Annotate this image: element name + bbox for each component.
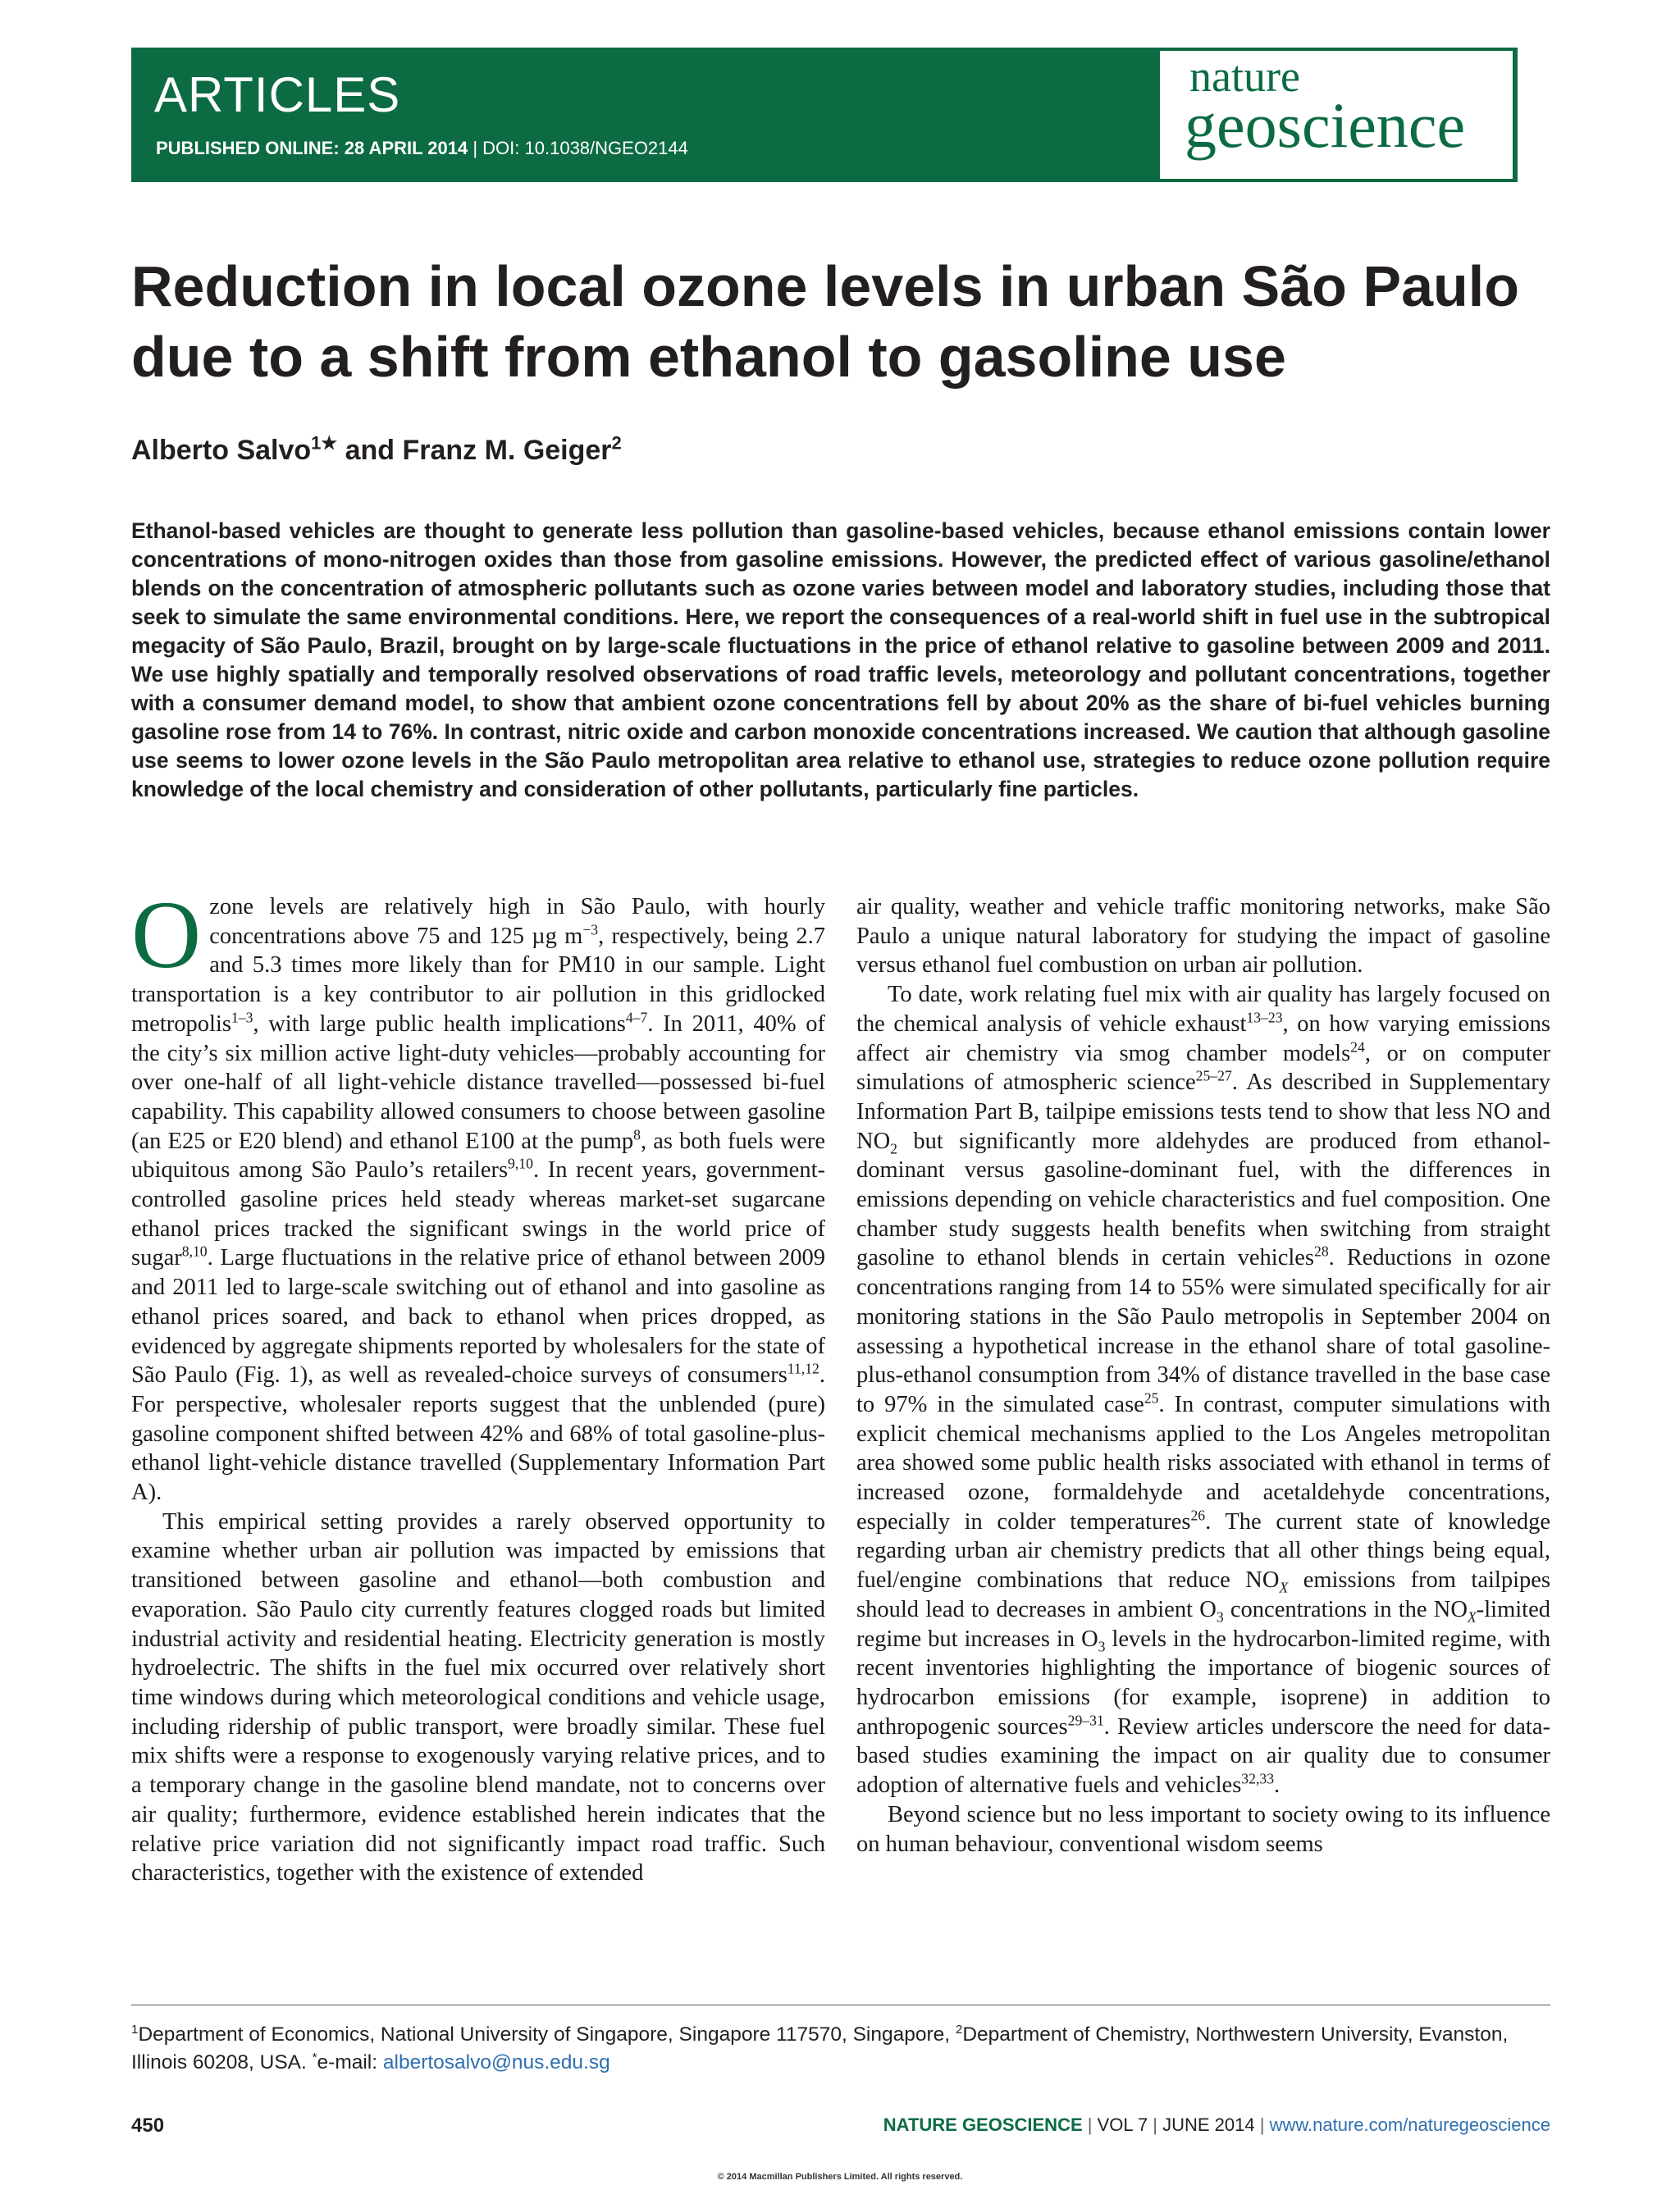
body-paragraph: This empirical setting provides a rarely observed opportunity to examine whether urban air pollution was impacted by emissions that transitioned between gasoline and ethanol—both combustion and evaporation. São Paulo city currently features clogged roads but limited industrial activity and residential heating. Electricity generation is mostly hydroelectric. The shifts in the fuel mix occurred over relatively short time windows during which meteorological conditions and vehicle usage, including ridership of public transport, were broadly similar. These fuel mix shifts were a response to exogenously varying relative prices, and to a temporary change in the gasoline blend mandate, not to concerns over air quality; furthermore, evidence established herein indicates that the relative price variation did not significantly impact road traffic. Such characteristics, together with the existence of extended bbox=[131, 1508, 825, 1886]
footer-url-link[interactable]: www.nature.com/naturegeoscience bbox=[1269, 2114, 1550, 2135]
article-title: Reduction in local ozone levels in urban São Paulo due to a shift from ethanol to gasoline use bbox=[131, 254, 1519, 389]
body-paragraph bbox=[856, 980, 1550, 1800]
logo-geoscience-text: geoscience bbox=[1185, 89, 1466, 161]
footer-journal-name: NATURE GEOSCIENCE bbox=[883, 2114, 1083, 2135]
body-paragraph bbox=[131, 881, 825, 1508]
footer-separator: | bbox=[1148, 2114, 1163, 2135]
author-name: Franz M. Geiger bbox=[402, 435, 612, 466]
body-text: . In 2011, 40% of the city’s six million active light-duty vehicles—probably accounting for over one-half of all light-vehicle distance travelled—possessed bi-fuel capability. This capability allowed consumers to choose between gasoline (an E25 or E20 blend) and ethanol E100 at the pump bbox=[131, 1010, 825, 1154]
journal-footer bbox=[883, 2114, 1550, 2136]
citation-ref: 1–3 bbox=[231, 1009, 253, 1026]
affiliation-mark: 1 bbox=[131, 2022, 139, 2037]
subscript: 3 bbox=[1216, 1608, 1224, 1626]
citation-ref: 29–31 bbox=[1067, 1712, 1104, 1729]
subscript: 2 bbox=[890, 1140, 897, 1157]
body-text: , with large public health implications bbox=[253, 1010, 626, 1037]
author-joiner: and bbox=[337, 435, 403, 466]
doi: DOI: 10.1038/NGEO2144 bbox=[482, 138, 688, 158]
body-text: . In recent years, government-controlled gasoline prices held steady whereas market-set sugarcane ethanol prices tracked the significant swings in the world price of sugar bbox=[131, 1157, 825, 1271]
body-text: -limited regime but increases in O bbox=[856, 1596, 1550, 1652]
citation-ref: 32,33 bbox=[1241, 1770, 1275, 1787]
author-affiliation-mark: 2 bbox=[611, 432, 622, 454]
meta-separator: | bbox=[468, 138, 483, 158]
body-paragraph: air quality, weather and vehicle traffic monitoring networks, make São Paulo a unique natural laboratory for studying the impact of gasoline versus ethanol fuel combustion on urban air pollution. bbox=[856, 894, 1550, 979]
superscript: −3 bbox=[582, 921, 599, 938]
subscript: X bbox=[1279, 1579, 1289, 1596]
subscript: 3 bbox=[1098, 1638, 1106, 1655]
body-paragraph: Beyond science but no less important to society owing to its influence on human behaviour, conventional wisdom seems bbox=[856, 1801, 1550, 1857]
published-date: PUBLISHED ONLINE: 28 APRIL 2014 bbox=[156, 138, 468, 158]
page-number: 450 bbox=[131, 2114, 165, 2137]
email-link[interactable]: albertosalvo@nus.edu.sg bbox=[382, 2051, 610, 2073]
affiliation-text: Department of Economics, National University of Singapore, Singapore 117570, Singapore, bbox=[138, 2023, 956, 2046]
citation-ref: 4–7 bbox=[625, 1009, 648, 1026]
drop-cap: O bbox=[131, 881, 202, 988]
body-text: . For perspective, wholesaler reports suggest that the unblended (pure) gasoline component shifted between 42% and 68% of total gasoline-plus-ethanol light-vehicle distance travelled (Supplementary Information Part A). bbox=[131, 1362, 825, 1506]
citation-ref: 25–27 bbox=[1195, 1067, 1232, 1084]
footer-separator: | bbox=[1254, 2114, 1270, 2135]
citation-ref: 11,12 bbox=[787, 1360, 819, 1377]
body-text: , as both fuels were ubiquitous among São Paulo’s retailers bbox=[131, 1128, 825, 1184]
citation-ref: 9,10 bbox=[508, 1155, 533, 1172]
corresponding-mark: * bbox=[312, 2050, 317, 2064]
section-label: ARTICLES bbox=[154, 67, 401, 122]
body-text: . Review articles underscore the need for data-based studies examining the impact on air quality due to consumer adoption of alternative fuels and vehicles bbox=[856, 1713, 1550, 1799]
body-text: To date, work relating fuel mix with air quality has largely focused on the chemical analysis of vehicle exhaust bbox=[856, 982, 1550, 1037]
body-text: , respectively, being 2.7 and 5.3 times more likely than for PM10 in our sample. Light transportation is a key contributor to air pollution in this gridlocked metropolis bbox=[131, 923, 825, 1037]
author-name: Alberto Salvo bbox=[131, 435, 312, 466]
logo-nature-text: nature bbox=[1189, 52, 1300, 101]
subscript: X bbox=[1467, 1608, 1477, 1626]
body-text: zone levels are relatively high in São Paulo, with hourly concentrations above 75 and 125 µg m bbox=[209, 894, 825, 949]
copyright-notice: © 2014 Macmillan Publishers Limited. All rights reserved. bbox=[717, 2172, 963, 2182]
body-column-right bbox=[856, 892, 1550, 1859]
affiliations bbox=[131, 2021, 1550, 2077]
body-text: . As described in Supplementary Information Part B, tailpipe emissions tests tend to show that less NO and NO bbox=[856, 1070, 1550, 1154]
email-label: e-mail: bbox=[317, 2051, 383, 2073]
citation-ref: 13–23 bbox=[1246, 1009, 1283, 1026]
body-text: , on how varying emissions affect air chemistry via smog chamber models bbox=[856, 1010, 1550, 1066]
citation-ref: 8,10 bbox=[181, 1243, 208, 1260]
body-text: . Large fluctuations in the relative price of ethanol between 2009 and 2011 led to large-scale switching out of ethanol and into gasoline as ethanol prices soared, and back to ethanol when prices dropped, as evidenced by aggregate shipments reported by wholesalers for the state of São Paulo (Fig. 1), as well as revealed-choice surveys of consumers bbox=[131, 1245, 825, 1389]
body-text: levels in the hydrocarbon-limited regime, with recent inventories highlighting the importance of biogenic sources of hydrocarbon emissions (for example, isoprene) in addition to anthropogenic sources bbox=[856, 1626, 1550, 1740]
abstract: Ethanol-based vehicles are thought to generate less pollution than gasoline-based vehicles, because ethanol emissions contain lower concentrations of mono-nitrogen oxides than those from gasoline emissions. However, the predicted effect of various gasoline/ethanol blends on the concentration of atmospheric pollutants such as ozone varies between model and laboratory studies, including those that seek to simulate the same environmental conditions. Here, we report the consequences of a real-world shift in fuel use in the subtropical megacity of São Paulo, Brazil, brought on by large-scale fluctuations in the price of ethanol relative to gasoline between 2009 and 2011. We use highly spatially and temporally resolved observations of road traffic levels, meteorology and pollutant concentrations, together with a consumer demand model, to show that ambient ozone concentrations fell by about 20% as the share of bi-fuel vehicles burning gasoline rose from 14 to 76%. In contrast, nitric oxide and carbon monoxide concentrations increased. We caution that although gasoline use seems to lower ozone levels in the São Paulo metropolitan area relative to ethanol use, strategies to reduce ozone pollution require knowledge of the local chemistry and consideration of other pollutants, particularly fine particles. bbox=[131, 518, 1550, 801]
body-text: emissions from tailpipes should lead to decreases in ambient O bbox=[856, 1567, 1550, 1622]
footer-volume: VOL 7 bbox=[1097, 2114, 1148, 2135]
citation-ref: 26 bbox=[1190, 1507, 1206, 1524]
body-text: concentrations in the NO bbox=[1223, 1596, 1468, 1622]
author-affiliation-mark: 1★ bbox=[311, 432, 338, 454]
affiliation-mark: 2 bbox=[955, 2022, 963, 2037]
publication-meta bbox=[156, 139, 688, 157]
citation-ref: 8 bbox=[633, 1126, 641, 1143]
body-text: . bbox=[1274, 1772, 1281, 1799]
body-text: . The current state of knowledge regarding urban air chemistry predicts that all other things being equal, fuel/engine combinations that reduce NO bbox=[856, 1508, 1550, 1594]
body-text: , or on computer simulations of atmospheric science bbox=[856, 1040, 1550, 1096]
affiliation-text: Department of Chemistry, Northwestern University, Evanston, Illinois 60208, USA. bbox=[131, 2023, 1509, 2073]
footer-separator: | bbox=[1082, 2114, 1098, 2135]
author-list bbox=[131, 432, 622, 466]
footer-date: JUNE 2014 bbox=[1162, 2114, 1255, 2135]
citation-ref: 24 bbox=[1350, 1038, 1365, 1056]
body-text: but significantly more aldehydes are produced from ethanol-dominant versus gasoline-dominant fuel, with the differences in emissions depending on vehicle characteristics and fuel composition. One chamber study suggests health benefits when switching from straight gasoline to ethanol blends in certain vehicles bbox=[856, 1128, 1550, 1271]
body-column-left bbox=[131, 881, 825, 1888]
citation-ref: 28 bbox=[1314, 1243, 1329, 1260]
journal-logo bbox=[1158, 49, 1514, 180]
body-text: . Reductions in ozone concentrations ranging from 14 to 55% were simulated specifically for air monitoring stations in the São Paulo metropolis in September 2004 on assessing a hypothetical increase in the ethanol share of total gasoline-plus-ethanol consumption from 34% of distance travelled in the base case to 97% in the simulated case bbox=[856, 1245, 1550, 1417]
citation-ref: 25 bbox=[1144, 1389, 1159, 1407]
body-text: . In contrast, computer simulations with explicit chemical mechanisms applied to the Los Angeles metropolitan area showed some public health risks associated with ethanol in terms of increased ozone, formaldehyde and acetaldehyde concentrations, especially in colder temperatures bbox=[856, 1391, 1550, 1535]
